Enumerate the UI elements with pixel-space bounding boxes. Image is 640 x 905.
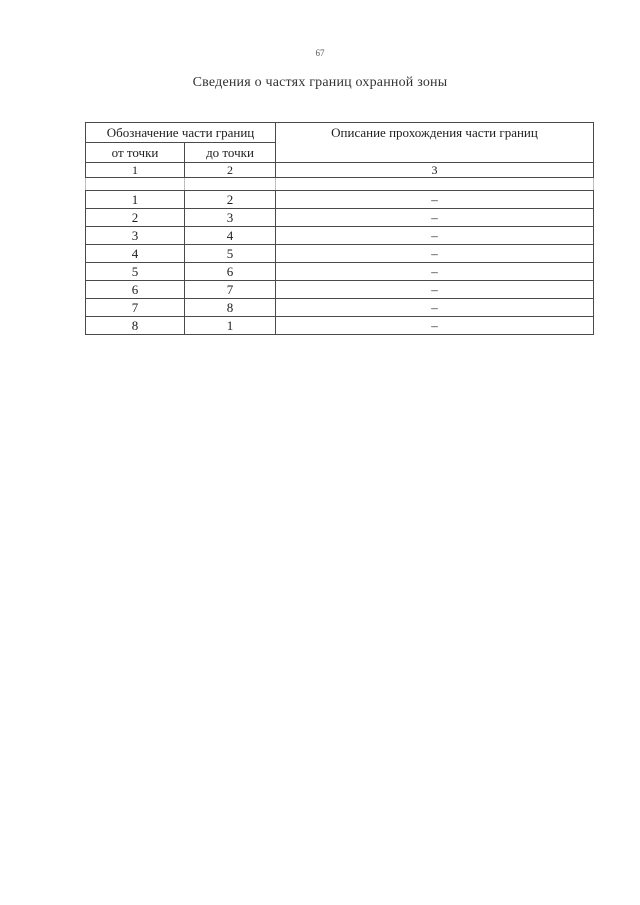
table-row bbox=[86, 281, 594, 299]
cell-from-point: 1 bbox=[86, 191, 185, 209]
column-number-1: 1 bbox=[86, 163, 185, 178]
cell-description: – bbox=[276, 191, 594, 209]
column-number-3: 3 bbox=[276, 163, 594, 178]
table-row bbox=[86, 191, 594, 209]
cell-description: – bbox=[276, 227, 594, 245]
header-boundary-designation: Обозначение части границ bbox=[86, 123, 276, 143]
spacer-cell bbox=[185, 178, 276, 191]
cell-from-point: 6 bbox=[86, 281, 185, 299]
cell-description: – bbox=[276, 317, 594, 335]
cell-description: – bbox=[276, 263, 594, 281]
table-row bbox=[86, 245, 594, 263]
cell-to-point: 8 bbox=[185, 299, 276, 317]
table-header-row bbox=[86, 123, 594, 143]
cell-description: – bbox=[276, 299, 594, 317]
cell-from-point: 4 bbox=[86, 245, 185, 263]
cell-to-point: 7 bbox=[185, 281, 276, 299]
cell-from-point: 7 bbox=[86, 299, 185, 317]
header-boundary-description: Описание прохождения части границ bbox=[276, 123, 594, 163]
cell-description: – bbox=[276, 209, 594, 227]
cell-to-point: 6 bbox=[185, 263, 276, 281]
table-row bbox=[86, 209, 594, 227]
cell-from-point: 5 bbox=[86, 263, 185, 281]
table-row bbox=[86, 299, 594, 317]
cell-description: – bbox=[276, 281, 594, 299]
spacer-cell bbox=[86, 178, 185, 191]
cell-to-point: 5 bbox=[185, 245, 276, 263]
cell-from-point: 3 bbox=[86, 227, 185, 245]
cell-from-point: 2 bbox=[86, 209, 185, 227]
cell-to-point: 1 bbox=[185, 317, 276, 335]
cell-to-point: 3 bbox=[185, 209, 276, 227]
page-number: 67 bbox=[315, 48, 325, 58]
column-number-row bbox=[86, 163, 594, 178]
cell-description: – bbox=[276, 245, 594, 263]
cell-from-point: 8 bbox=[86, 317, 185, 335]
column-number-2: 2 bbox=[185, 163, 276, 178]
boundary-parts-table bbox=[85, 122, 594, 335]
spacer-row bbox=[86, 178, 594, 191]
document-title: Сведения о частях границ охранной зоны bbox=[192, 75, 448, 90]
table-row bbox=[86, 317, 594, 335]
header-from-point: от точки bbox=[86, 143, 185, 163]
table-row bbox=[86, 263, 594, 281]
header-to-point: до точки bbox=[185, 143, 276, 163]
spacer-cell bbox=[276, 178, 594, 191]
cell-to-point: 4 bbox=[185, 227, 276, 245]
cell-to-point: 2 bbox=[185, 191, 276, 209]
table-row bbox=[86, 227, 594, 245]
